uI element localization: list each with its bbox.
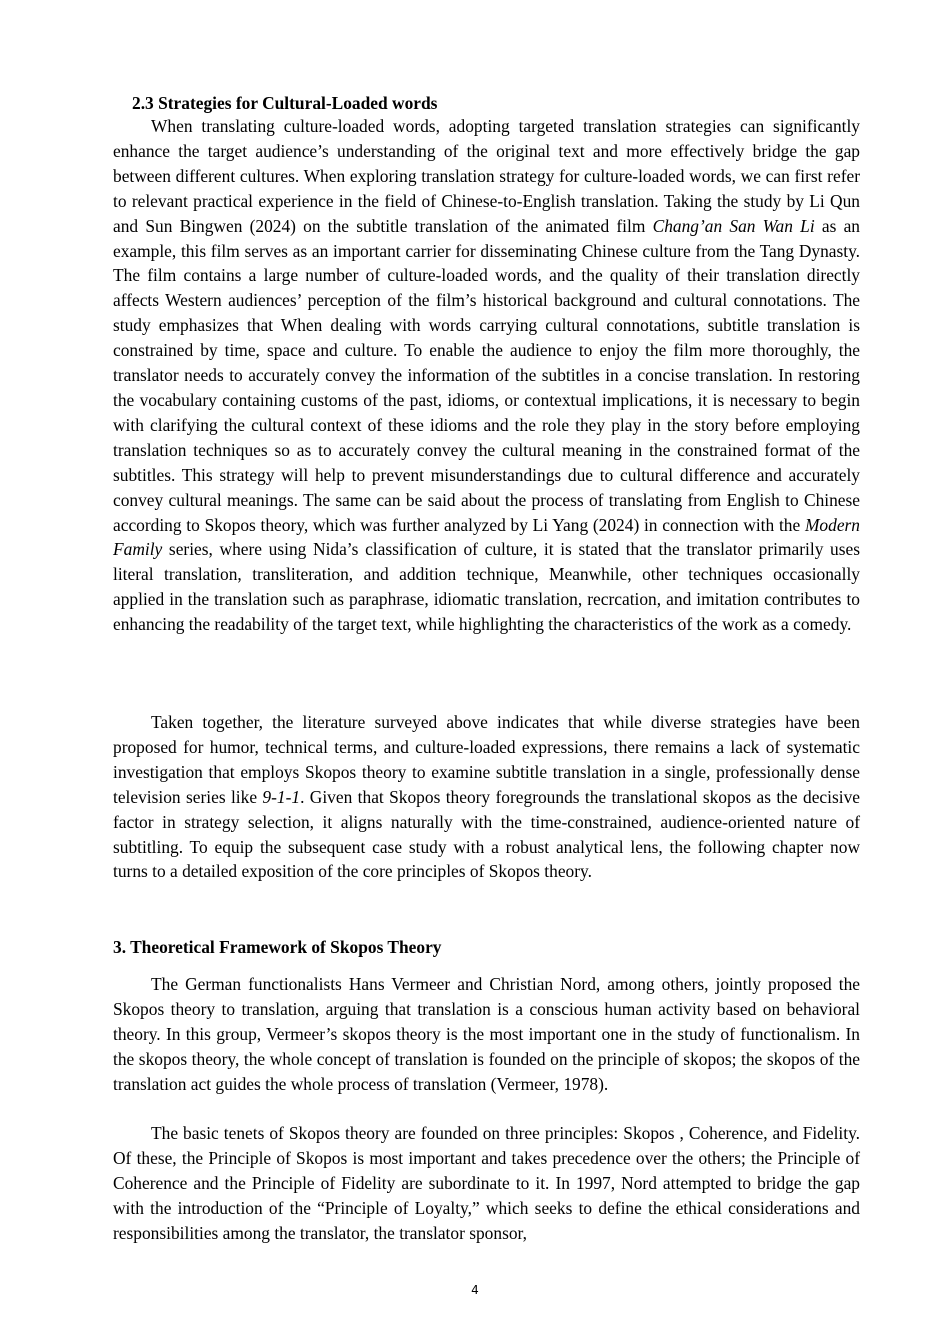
paragraph-text: Taken together, the literature surveyed above indicates that while diverse strategies have been proposed for humor, technical terms, and culture-loaded expressions, there remains a lack of systematic investigation that employs Skopos theory to examine subtitle translation in a single, professionally dense television series like	[113, 712, 860, 807]
paragraph-skopos-origin: The German functionalists Hans Vermeer and Christian Nord, among others, jointly proposed the Skopos theory to translation, arguing that translation is a conscious human activity based on behavioral theory. In this group, Vermeer’s skopos theory is the most important one in the study of functionalism. In the skopos theory, the whole concept of translation is founded on the principle of skopos; the skopos of the translation act guides the whole process of translation (Vermeer, 1978).	[113, 974, 860, 1094]
section-heading-2-3: 2.3 Strategies for Cultural-Loaded words	[132, 93, 438, 113]
paragraph-skopos-tenets: The basic tenets of Skopos theory are founded on three principles: Skopos , Coherence, and Fidelity. Of these, the Principle of Skopos is most important and takes precedence over the others; the Principle of Coherence and the Principle of Fidelity are subordinate to it. In 1997, Nord attempted to bridge the gap with the introduction of the “Principle of Loyalty,” which seeks to define the ethical considerations and responsibilities among the translator, the translator sponsor,	[113, 1123, 860, 1243]
paragraph-text: When translating culture-loaded words, adopting targeted translation strategies can significantly enhance the target audience’s understanding of the original text and more effectively bridge the gap between different cultures. When exploring translation strategy for culture-loaded words, we can first refer to relevant practical experience in the field of Chinese-to-English translation. Taking the study by Li Qun and Sun Bingwen (2024) on the subtitle translation of the animated film	[113, 116, 860, 236]
paragraph-text: as an example, this film serves as an important carrier for disseminating Chinese culture from the Tang Dynasty. The film contains a large number of culture-loaded words, and the quality of their translation directly affects Western audiences’ perception of the film’s historical background and cultural connotations. The study emphasizes that When dealing with words carrying cultural connotations, subtitle translation is constrained by time, space and culture. To enable the audience to enjoy the film more thoroughly, the translator needs to accurately convey the information of the subtitles in a concise translation. In restoring the vocabulary containing customs of the past, idioms, or contextual implications, it is necessary to begin with clarifying the cultural context of these idioms and the role they play in the story before employing translation techniques so as to accurately convey the cultural meaning in the constrained format of the subtitles. This strategy will help to prevent misunderstandings due to cultural difference and accurately convey cultural meanings. The same can be said about the process of translating from English to Chinese according to Skopos theory, which was further analyzed by Li Yang (2024) in connection with the	[113, 215, 860, 535]
page-number: 4	[471, 1283, 479, 1297]
paragraph-culture-loaded-words	[113, 114, 860, 637]
section-heading-3: 3. Theoretical Framework of Skopos Theory	[113, 937, 442, 957]
paragraph-text: series, where using Nida’s classification of culture, it is stated that the translator primarily uses literal translation, transliteration, and addition technique, Meanwhile, other techniques occasionally applied in the translation such as paraphrase, idiomatic translation, recrcation, and imitation contributes to enhancing the readability of the target text, while highlighting the characteristics of the work as a comedy.	[113, 539, 860, 635]
film-title: Chang’an San Wan Li	[652, 215, 815, 236]
paragraph-literature-summary	[113, 710, 860, 884]
paragraph-text: . Given that Skopos theory foregrounds the translational skopos as the decisive factor in strategy selection, it aligns naturally with the time-constrained, audience-oriented nature of subtitling. To equip the subsequent case study with a robust analytical lens, the following chapter now turns to a detailed exposition of the core principles of Skopos theory.	[113, 786, 860, 882]
series-title: Modern Family	[113, 514, 860, 560]
series-title: 9-1-1	[262, 786, 301, 807]
